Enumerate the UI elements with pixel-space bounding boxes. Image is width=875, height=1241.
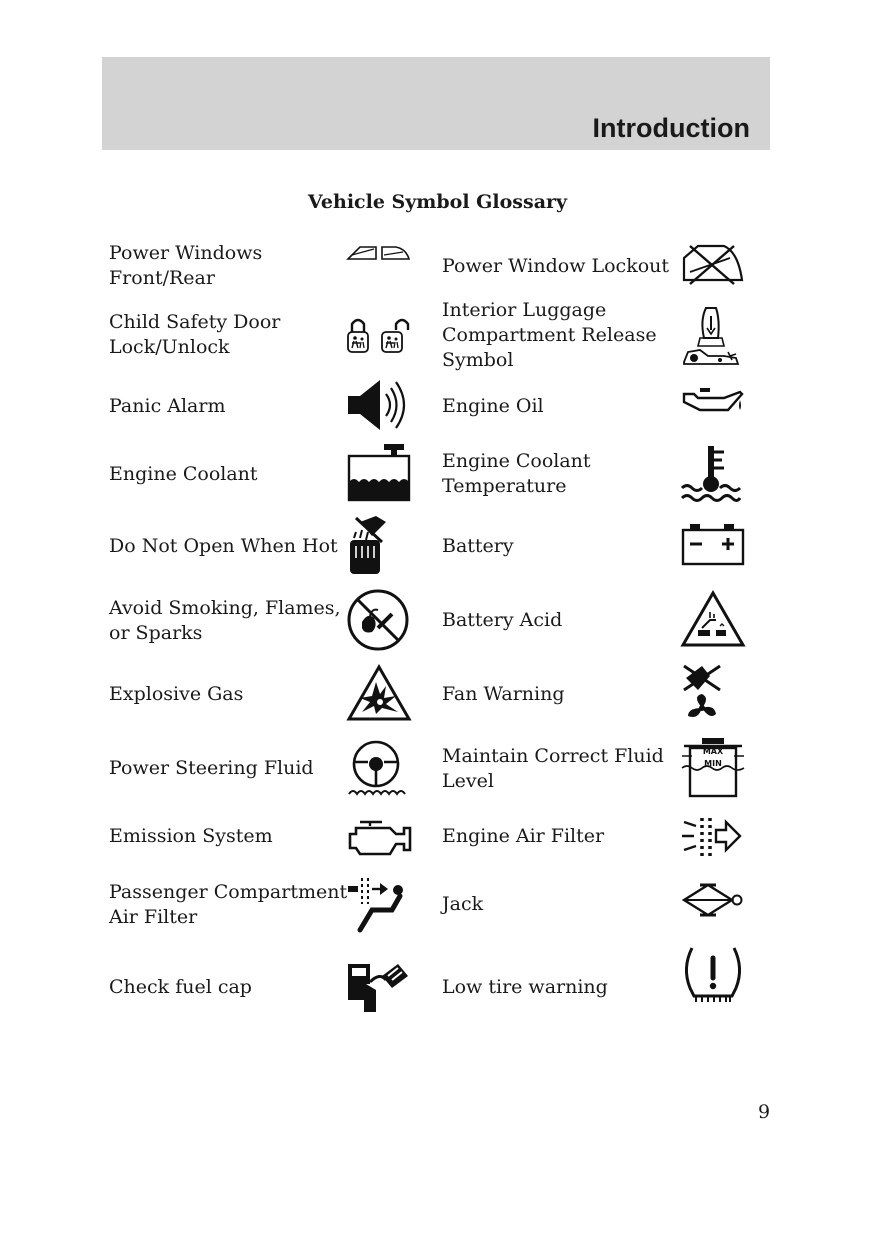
cabin-filter-icon — [346, 872, 408, 934]
label-low-tire: Low tire warning — [442, 976, 608, 998]
coolant-reservoir-icon — [346, 442, 412, 504]
speaker-icon — [346, 378, 412, 432]
battery-acid-icon — [680, 590, 746, 648]
child-lock-icon — [346, 314, 412, 356]
fuel-cap-icon — [346, 960, 412, 1016]
header-band — [102, 57, 770, 150]
fluid-level-icon — [680, 736, 746, 802]
engine-icon — [346, 814, 412, 858]
jack-icon — [680, 882, 746, 918]
label-power-windows: Power Windows Front/Rear — [109, 242, 263, 289]
power-windows-icon — [346, 244, 412, 262]
label-engine-air-filter: Engine Air Filter — [442, 825, 605, 847]
min-mark: MIN — [704, 759, 722, 768]
battery-icon — [680, 522, 746, 568]
oil-can-icon — [680, 384, 746, 420]
section-title: Introduction — [592, 113, 750, 143]
max-mark: MAX — [702, 747, 724, 756]
no-smoking-icon — [346, 588, 412, 652]
label-luggage-release: Interior Luggage Compartment Release Symbol — [442, 299, 657, 371]
label-coolant-temperature: Engine Coolant Temperature — [442, 450, 591, 497]
label-engine-oil: Engine Oil — [442, 395, 544, 417]
label-window-lockout: Power Window Lockout — [442, 255, 670, 277]
label-child-safety-door: Child Safety Door Lock/Unlock — [109, 311, 281, 358]
label-battery-acid: Battery Acid — [442, 609, 563, 631]
label-emission-system: Emission System — [109, 825, 273, 847]
page-title: Vehicle Symbol Glossary — [307, 191, 568, 213]
window-lockout-icon — [680, 242, 746, 286]
label-jack: Jack — [442, 893, 484, 915]
explosion-icon — [346, 664, 412, 722]
label-cabin-air-filter: Passenger Compartment Air Filter — [109, 881, 348, 928]
label-fluid-level: Maintain Correct Fluid Level — [442, 745, 664, 792]
label-avoid-smoking: Avoid Smoking, Flames, or Sparks — [109, 597, 341, 644]
page-number: 9 — [758, 1101, 771, 1123]
label-explosive-gas: Explosive Gas — [109, 683, 244, 705]
air-filter-icon — [680, 812, 746, 860]
label-battery: Battery — [442, 535, 514, 557]
label-engine-coolant: Engine Coolant — [109, 463, 258, 485]
fan-warning-icon — [680, 662, 724, 724]
label-do-not-open-hot: Do Not Open When Hot — [109, 535, 338, 557]
label-fan-warning: Fan Warning — [442, 683, 565, 705]
label-panic-alarm: Panic Alarm — [109, 395, 226, 417]
hot-radiator-icon — [346, 514, 388, 576]
label-check-fuel-cap: Check fuel cap — [109, 976, 252, 998]
label-power-steering-fluid: Power Steering Fluid — [109, 757, 314, 779]
steering-wheel-icon — [346, 738, 408, 800]
coolant-temperature-icon — [680, 442, 742, 504]
trunk-release-icon — [680, 304, 742, 368]
tire-pressure-icon — [680, 944, 746, 1004]
